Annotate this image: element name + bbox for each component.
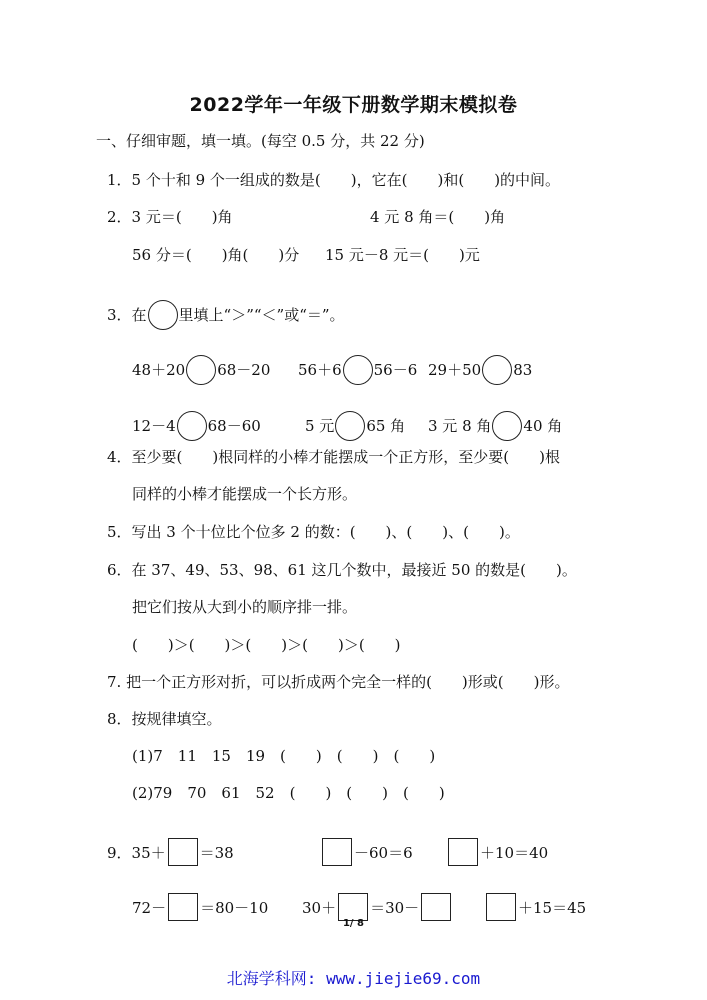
equation-item: [107, 838, 234, 866]
compare-item: [428, 411, 562, 441]
answer-box[interactable]: [421, 893, 451, 921]
compare-item: [305, 411, 405, 441]
section-heading: 一、仔细审题，填一填。(每空 0.5 分，共 22 分): [96, 132, 425, 150]
equation-left: 72－: [132, 899, 167, 917]
equation-right: ＋10＝40: [480, 844, 549, 862]
question-2c: 56 分＝( )角( )分: [132, 246, 300, 264]
question-7: 7. 把一个正方形对折，可以折成两个完全一样的( )形或( )形。: [107, 673, 570, 691]
answer-box[interactable]: [168, 893, 198, 921]
compare-right: 40 角: [523, 417, 563, 435]
question-2d: 15 元－8 元＝( )元: [325, 246, 480, 264]
compare-item: [428, 355, 532, 385]
equation-right: ＝80－10: [200, 899, 269, 917]
compare-circle[interactable]: [335, 411, 365, 441]
compare-right: 65 角: [366, 417, 406, 435]
compare-right: 68－60: [207, 417, 261, 435]
compare-circle[interactable]: [186, 355, 216, 385]
question-1: 1．5 个十和 9 个一组成的数是( )，它在( )和( )的中间。: [107, 171, 561, 189]
question-6-line3: ( )＞( )＞( )＞( )＞( ): [132, 636, 401, 654]
compare-right: 83: [513, 361, 533, 379]
question-6-line2: 把它们按从大到小的顺序排一排。: [132, 598, 358, 616]
question-2b: 4 元 8 角＝( )角: [370, 208, 506, 226]
equation-item: [446, 838, 548, 866]
circle-blank-icon: [148, 300, 178, 330]
equation-item: [320, 838, 413, 866]
compare-left: 3 元 8 角: [428, 417, 492, 435]
question-6-line1: 6．在 37、49、53、98、61 这几个数中，最接近 50 的数是( )。: [107, 561, 577, 579]
compare-circle[interactable]: [343, 355, 373, 385]
compare-circle[interactable]: [177, 411, 207, 441]
answer-box[interactable]: [448, 838, 478, 866]
question-4-line2: 同样的小棒才能摆成一个长方形。: [132, 485, 358, 503]
q3-suffix: 里填上“＞”“＜”或“＝”。: [178, 306, 345, 324]
answer-box[interactable]: [338, 893, 368, 921]
question-2a: 2．3 元＝( )角: [107, 208, 233, 226]
question-8-sequence-2: (2)79 70 61 52 ( ) ( ) ( ): [132, 784, 445, 802]
compare-circle[interactable]: [482, 355, 512, 385]
question-8-heading: 8．按规律填空。: [107, 710, 222, 728]
compare-right: 68－20: [217, 361, 271, 379]
compare-circle[interactable]: [492, 411, 522, 441]
compare-left: 48＋20: [132, 361, 186, 379]
compare-left: 5 元: [305, 417, 335, 435]
equation-item: [484, 893, 586, 921]
equation-middle: ＝30－: [370, 899, 420, 917]
page-number: 1/ 8: [342, 918, 365, 929]
equation-right: －60＝6: [354, 844, 413, 862]
equation-right: ＝38: [199, 844, 234, 862]
page-title: 2022学年一年级下册数学期末模拟卷: [189, 94, 518, 116]
compare-item: [298, 355, 417, 385]
q3-prefix: 3．在: [107, 306, 147, 324]
equation-left: 30＋: [302, 899, 337, 917]
question-5: 5．写出 3 个十位比个位多 2 的数：( )、( )、( )。: [107, 523, 520, 541]
question-8-sequence-1: (1)7 11 15 19 ( ) ( ) ( ): [132, 747, 436, 765]
compare-item: [132, 411, 261, 441]
compare-left: 12－4: [132, 417, 176, 435]
compare-item: [132, 355, 270, 385]
equation-right: ＋15＝45: [518, 899, 587, 917]
answer-box[interactable]: [486, 893, 516, 921]
footer-watermark: 北海学科网: www.jiejie69.com: [226, 969, 481, 988]
equation-left: 9．35＋: [107, 844, 166, 862]
answer-box[interactable]: [168, 838, 198, 866]
compare-left: 29＋50: [428, 361, 482, 379]
compare-left: 56＋6: [298, 361, 342, 379]
compare-right: 56－6: [373, 361, 418, 379]
equation-item: [302, 893, 453, 921]
equation-item: [132, 893, 268, 921]
question-4-line1: 4．至少要( )根同样的小棒才能摆成一个正方形，至少要( )根: [107, 448, 560, 466]
answer-box[interactable]: [322, 838, 352, 866]
question-3-instruction: [107, 300, 345, 330]
